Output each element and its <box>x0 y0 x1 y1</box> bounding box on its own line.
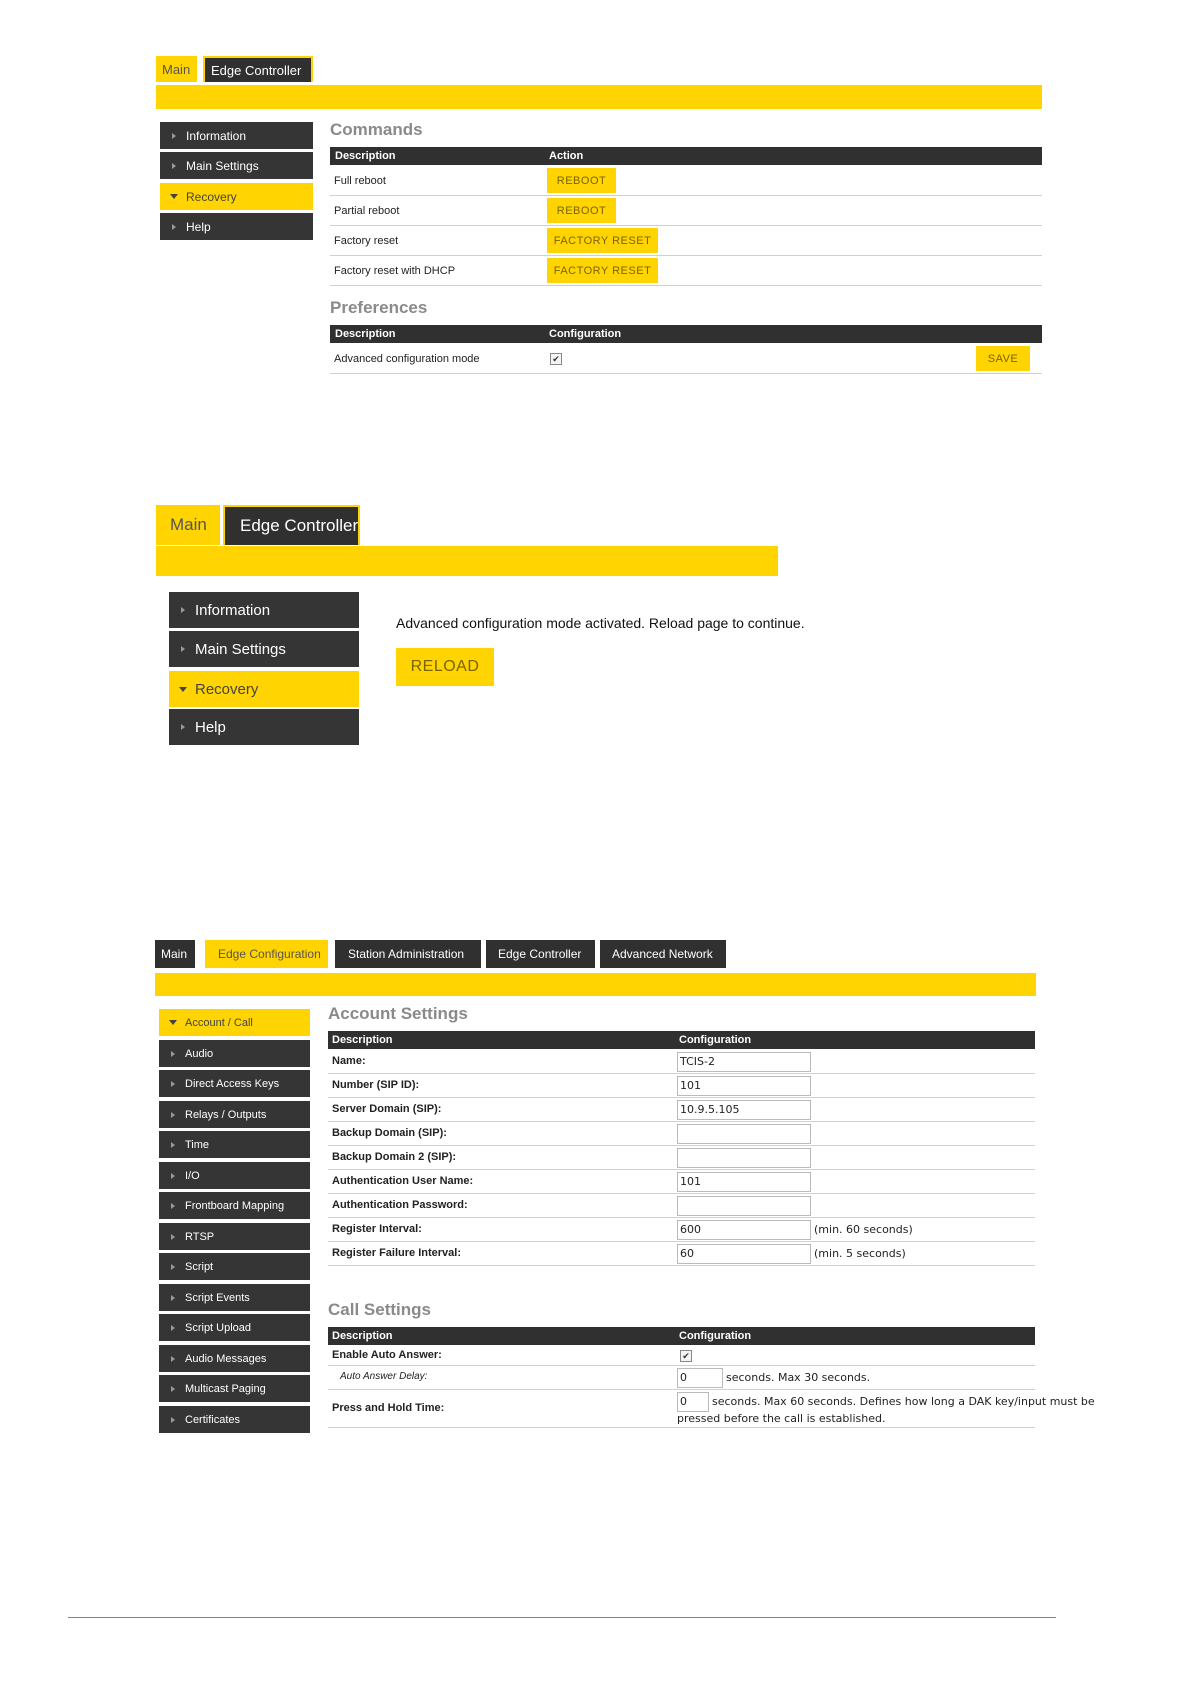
sidebar-item-label: Multicast Paging <box>185 1382 266 1395</box>
sidebar-item-audio[interactable] <box>159 1040 310 1067</box>
commands-title: Commands <box>330 120 423 139</box>
call-settings-title: Call Settings <box>328 1300 431 1319</box>
chevron-right-icon <box>181 607 185 613</box>
chevron-right-icon <box>181 646 185 652</box>
sidebar-item-label: Time <box>185 1138 210 1151</box>
tab-main[interactable]: Main <box>156 505 220 545</box>
footer-divider <box>68 1617 1056 1618</box>
col-action: Action <box>549 150 584 162</box>
sidebar-item-recovery[interactable] <box>169 671 359 707</box>
save-button[interactable]: SAVE <box>976 346 1030 371</box>
auth-user-name-input[interactable]: 101 <box>677 1172 811 1192</box>
press-hold-time-input[interactable]: 0 <box>677 1392 709 1412</box>
sip-id-input[interactable]: 101 <box>677 1076 811 1096</box>
preferences-header <box>330 325 1042 343</box>
table-row: Press and Hold Time: 0 seconds. Max 60 seconds. Defines how long a DAK key/input must be pressed before the call is established. <box>328 1390 1035 1428</box>
tab-edge-controller[interactable]: Edge Controller <box>223 505 360 545</box>
tab-advanced-network[interactable]: Advanced Network <box>600 940 726 968</box>
chevron-down-icon <box>179 687 187 692</box>
chevron-down-icon <box>170 194 178 199</box>
sidebar-item-information[interactable] <box>169 592 359 628</box>
auto-answer-delay-input[interactable]: 0 <box>677 1368 723 1388</box>
table-row: Auto Answer Delay: 0 seconds. Max 30 seconds. <box>328 1366 1035 1390</box>
server-domain-input[interactable]: 10.9.5.105 <box>677 1100 811 1120</box>
register-failure-interval-input[interactable]: 60 <box>677 1244 811 1264</box>
table-row: Advanced configuration mode ✔ SAVE <box>330 344 1042 374</box>
tab-edge-controller[interactable]: Edge Controller <box>486 940 595 968</box>
sidebar-item-script-upload[interactable] <box>159 1314 310 1341</box>
auth-password-input[interactable] <box>677 1196 811 1216</box>
advanced-config-checkbox[interactable]: ✔ <box>550 353 562 365</box>
sidebar-item-direct-access-keys[interactable] <box>159 1070 310 1097</box>
chevron-right-icon <box>172 163 176 169</box>
table-row: Factory reset with DHCP FACTORY RESET <box>330 256 1042 286</box>
sidebar-item-label: Recovery <box>186 189 237 204</box>
sidebar-item-account-call[interactable] <box>159 1009 310 1036</box>
chevron-right-icon <box>171 1051 175 1057</box>
sidebar-item-label: Audio <box>185 1047 214 1060</box>
chevron-right-icon <box>172 133 176 139</box>
auto-answer-checkbox[interactable]: ✔ <box>680 1350 692 1362</box>
sidebar-item-label: Main Settings <box>195 640 286 658</box>
sidebar-item-label: Audio Messages <box>185 1352 267 1365</box>
table-row: Register Interval: 600 (min. 60 seconds) <box>328 1218 1035 1242</box>
account-settings-title: Account Settings <box>328 1004 468 1023</box>
table-row: Backup Domain 2 (SIP): <box>328 1146 1035 1170</box>
table-row: Register Failure Interval: 60 (min. 5 seconds) <box>328 1242 1035 1266</box>
sidebar-item-time[interactable] <box>159 1131 310 1158</box>
sidebar-item-multicast-paging[interactable] <box>159 1375 310 1402</box>
tab-edge-controller[interactable]: Edge Controller <box>203 56 313 82</box>
sidebar-item-script-events[interactable] <box>159 1284 310 1311</box>
tab-main[interactable]: Main <box>155 940 195 968</box>
chevron-right-icon <box>171 1203 175 1209</box>
chevron-right-icon <box>171 1295 175 1301</box>
sidebar-item-label: Help <box>186 219 211 234</box>
sidebar-item-certificates[interactable] <box>159 1406 310 1433</box>
col-configuration: Configuration <box>549 328 622 340</box>
sidebar-item-frontboard-mapping[interactable] <box>159 1192 310 1219</box>
chevron-right-icon <box>181 724 185 730</box>
factory-reset-dhcp-button[interactable]: FACTORY RESET <box>547 258 658 283</box>
full-reboot-button[interactable]: REBOOT <box>547 168 616 193</box>
register-failure-interval-hint: (min. 5 seconds) <box>814 1247 906 1260</box>
chevron-down-icon <box>169 1020 177 1025</box>
reload-button[interactable]: RELOAD <box>396 648 494 686</box>
chevron-right-icon <box>171 1173 175 1179</box>
sidebar-item-label: Certificates <box>185 1413 241 1426</box>
tab-station-administration[interactable]: Station Administration <box>335 940 481 968</box>
chevron-right-icon <box>171 1417 175 1423</box>
table-row: Backup Domain (SIP): <box>328 1122 1035 1146</box>
sidebar-item-label: Script <box>185 1260 214 1273</box>
account-settings-header <box>328 1031 1035 1049</box>
table-row: Factory reset FACTORY RESET <box>330 226 1042 256</box>
sidebar-item-label: Main Settings <box>186 158 259 173</box>
auto-answer-delay-hint: seconds. Max 30 seconds. <box>726 1371 871 1384</box>
backup-domain-2-input[interactable] <box>677 1148 811 1168</box>
tab-edge-configuration[interactable]: Edge Configuration <box>205 940 328 968</box>
chevron-right-icon <box>171 1112 175 1118</box>
chevron-right-icon <box>171 1325 175 1331</box>
sidebar-item-information[interactable] <box>160 122 313 149</box>
sidebar-item-label: Recovery <box>195 680 259 698</box>
backup-domain-input[interactable] <box>677 1124 811 1144</box>
sidebar-item-help[interactable] <box>169 709 359 745</box>
col-configuration: Configuration <box>679 1034 752 1046</box>
header-bar <box>155 973 1036 996</box>
factory-reset-button[interactable]: FACTORY RESET <box>547 228 658 253</box>
sidebar-item-main-settings[interactable] <box>169 631 359 667</box>
table-row: Partial reboot REBOOT <box>330 196 1042 226</box>
sidebar-item-label: I/O <box>185 1169 200 1182</box>
register-interval-input[interactable]: 600 <box>677 1220 811 1240</box>
chevron-right-icon <box>171 1234 175 1240</box>
table-row: Enable Auto Answer: ✔ <box>328 1346 1035 1366</box>
sidebar-item-label: Direct Access Keys <box>185 1077 280 1090</box>
sidebar-item-audio-messages[interactable] <box>159 1345 310 1372</box>
press-hold-hint-line1: seconds. Max 60 seconds. Defines how long a DAK key/input must be <box>712 1395 1095 1408</box>
sidebar-item-label: RTSP <box>185 1230 215 1243</box>
sidebar-item-label: Frontboard Mapping <box>185 1199 285 1212</box>
sidebar-item-label: Account / Call <box>185 1016 253 1029</box>
col-description: Description <box>332 1330 393 1342</box>
sidebar-item-rtsp[interactable] <box>159 1223 310 1250</box>
col-description: Description <box>332 1034 393 1046</box>
reload-message: Advanced configuration mode activated. Reload page to continue. <box>396 615 805 631</box>
name-input[interactable]: TCIS-2 <box>677 1052 811 1072</box>
chevron-right-icon <box>171 1386 175 1392</box>
sidebar-item-recovery[interactable] <box>160 183 313 210</box>
chevron-right-icon <box>171 1264 175 1270</box>
call-settings-header <box>328 1327 1035 1345</box>
table-row: Full reboot REBOOT <box>330 166 1042 196</box>
commands-header <box>330 147 1042 165</box>
table-row: Server Domain (SIP): 10.9.5.105 <box>328 1098 1035 1122</box>
tab-main[interactable]: Main <box>156 56 197 82</box>
press-hold-hint-line2: pressed before the call is established. <box>677 1412 886 1425</box>
sidebar-item-help[interactable] <box>160 213 313 240</box>
sidebar-item-relays-outputs[interactable] <box>159 1101 310 1128</box>
chevron-right-icon <box>171 1081 175 1087</box>
sidebar-item-main-settings[interactable] <box>160 152 313 179</box>
chevron-right-icon <box>171 1142 175 1148</box>
col-description: Description <box>335 150 396 162</box>
table-row: Number (SIP ID): 101 <box>328 1074 1035 1098</box>
sidebar-item-script[interactable] <box>159 1253 310 1280</box>
sidebar-item-label: Relays / Outputs <box>185 1108 267 1121</box>
register-interval-hint: (min. 60 seconds) <box>814 1223 913 1236</box>
sidebar-item-label: Script Upload <box>185 1321 252 1334</box>
header-bar <box>156 85 1042 109</box>
chevron-right-icon <box>171 1356 175 1362</box>
col-description: Description <box>335 328 396 340</box>
sidebar-item-io[interactable] <box>159 1162 310 1189</box>
table-row: Authentication User Name: 101 <box>328 1170 1035 1194</box>
partial-reboot-button[interactable]: REBOOT <box>547 198 616 223</box>
table-row: Name: TCIS-2 <box>328 1050 1035 1074</box>
table-row: Authentication Password: <box>328 1194 1035 1218</box>
sidebar-item-label: Help <box>195 718 226 736</box>
sidebar-item-label: Script Events <box>185 1291 250 1304</box>
header-bar <box>156 546 778 576</box>
preferences-title: Preferences <box>330 298 428 317</box>
sidebar-item-label: Information <box>186 128 247 143</box>
col-configuration: Configuration <box>679 1330 752 1342</box>
chevron-right-icon <box>172 224 176 230</box>
sidebar-item-label: Information <box>195 601 271 619</box>
